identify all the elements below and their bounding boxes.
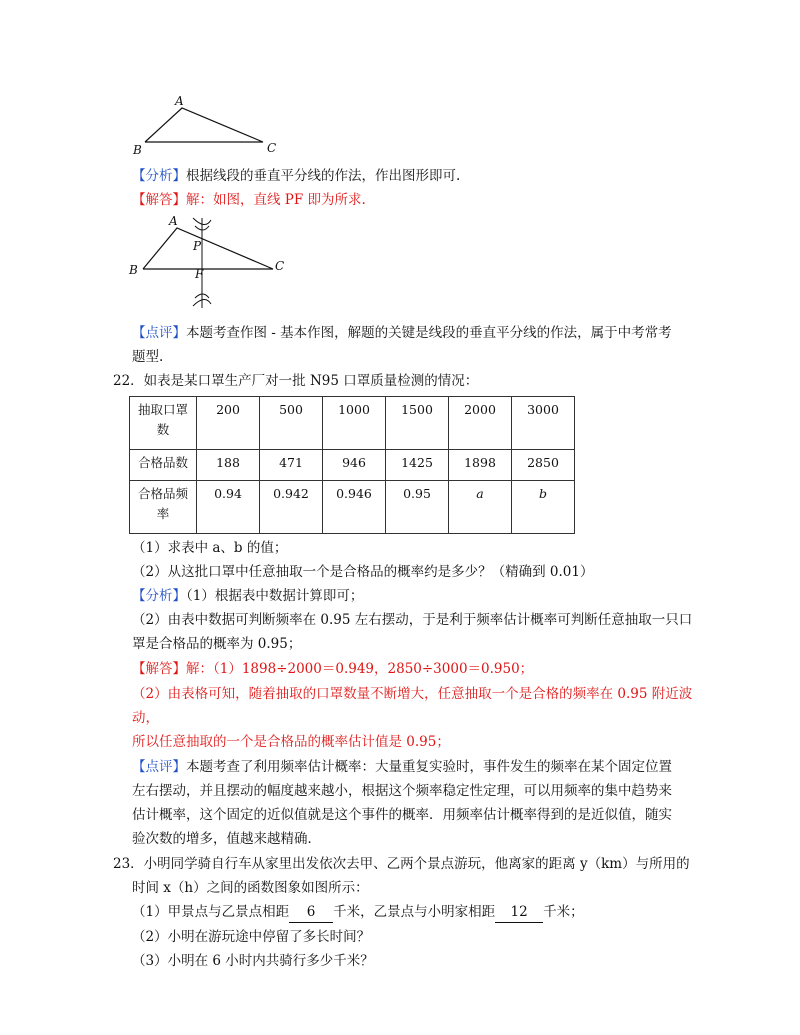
table-cell: 0.942 [260,481,323,534]
answer-blank-1: 6 [289,902,333,923]
q23-stem-line-2: 时间 x（h）之间的函数图象如图所示： [132,880,369,896]
table-cell: 3000 [512,397,575,450]
answer-tag: 【解答】 [132,661,186,677]
table-cell: 188 [197,450,260,481]
analysis-text: 根据线段的垂直平分线的作法，作出图形即可. [186,168,461,184]
table-cell: 0.946 [323,481,386,534]
q23-sub-2: （2）小明在游玩途中停留了多长时间？ [132,929,371,945]
table-cell: 1500 [386,397,449,450]
q22-comment-line-2: 左右摆动，并且摆动的幅度越来越小，根据这个频率稳定性定理，可以用频率的集中趋势来 [132,783,672,799]
label-b: B [129,263,138,277]
table-cell: 2000 [449,397,512,450]
table-cell: 200 [197,397,260,450]
comment-1-line-1: 【点评】本题考查作图 - 基本作图，解题的关键是线段的垂直平分线的作法，属于中考常考 [132,325,672,341]
label-a: A [169,214,178,228]
q23-stem-line-1: 23．小明同学骑自行车从家里出发依次去甲、乙两个景点游玩，他离家的距离 y（km）与所用的 [113,856,690,872]
label-f: F [195,267,204,281]
row-header: 合格品频 率 [130,481,197,534]
quality-table [129,396,575,534]
answer-text: 解：如图，直线 PF 即为所求. [186,192,366,208]
table-cell: 1425 [386,450,449,481]
perpendicular-bisector-figure [125,212,295,312]
table-cell: 0.95 [386,481,449,534]
comment-1-line-2: 题型. [132,349,164,365]
table-cell: b [512,481,575,534]
q22-analysis-line-1: 【分析】（1）根据表中数据计算即可； [132,588,364,604]
q22-answer-line-4: 所以任意抽取的一个是合格品的概率估计值是 0.95； [132,734,450,750]
analysis-1 [132,166,460,186]
q22-sub-2: （2）从这批口罩中任意抽取一个是合格品的概率约是多少？（精确到 0.01） [132,564,594,580]
comment-tag: 【点评】 [132,325,186,341]
label-p: P [193,239,202,253]
q22-stem: 22．如表是某口罩生产厂对一批 N95 口罩质量检测的情况： [113,373,479,389]
q22-analysis-line-2: （2）由表中数据可判断频率在 0.95 左右摆动，于是利于频率估计概率可判断任意抽取一只口 [132,612,693,628]
comment-tag: 【点评】 [132,759,186,775]
q22-answer-line-3: 动， [132,710,159,726]
table-cell: 500 [260,397,323,450]
table-cell: 1898 [449,450,512,481]
answer-tag: 【解答】 [132,192,186,208]
table-cell: 471 [260,450,323,481]
q22-answer-line-1: 【解答】解：（1）1898÷2000＝0.949，2850÷3000＝0.950； [132,661,534,677]
table-cell: 2850 [512,450,575,481]
label-b: B [133,143,142,157]
q22-sub-1: （1）求表中 a、b 的值； [132,540,288,556]
q22-comment-line-4: 验次数的增多，值越来越精确． [132,831,321,847]
answer-1 [132,190,366,210]
table-cell: 1000 [323,397,386,450]
answer-blank-2: 12 [495,902,543,923]
q22-answer-line-2: （2）由表格可知，随着抽取的口罩数量不断增大，任意抽取一个是合格的频率在 0.95 附近波 [132,686,693,702]
q23-sub-3: （3）小明在 6 小时内共骑行多少千米？ [132,953,374,969]
label-c: C [267,141,277,155]
table-row [130,397,575,450]
label-a: A [175,94,184,108]
analysis-tag: 【分析】 [132,168,186,184]
row-header: 合格品数 [130,450,197,481]
triangle-abc-figure [125,92,285,158]
analysis-tag: 【分析】 [132,588,186,604]
q23-sub-1: （1）甲景点与乙景点相距 6 千米，乙景点与小明家相距 12 千米； [132,902,584,923]
table-cell: 0.94 [197,481,260,534]
row-header: 抽取口罩 数 [130,397,197,450]
q22-analysis-line-3: 罩是合格品的概率为 0.95； [132,636,302,652]
table-row [130,450,575,481]
table-cell: 946 [323,450,386,481]
table-row [130,481,575,534]
label-c: C [275,259,285,273]
table-cell: a [449,481,512,534]
q22-comment-line-1: 【点评】本题考查了利用频率估计概率：大量重复实验时，事件发生的频率在某个固定位置 [132,759,672,775]
q22-comment-line-3: 估计概率，这个固定的近似值就是这个事件的概率．用频率估计概率得到的是近似值，随实 [132,807,672,823]
